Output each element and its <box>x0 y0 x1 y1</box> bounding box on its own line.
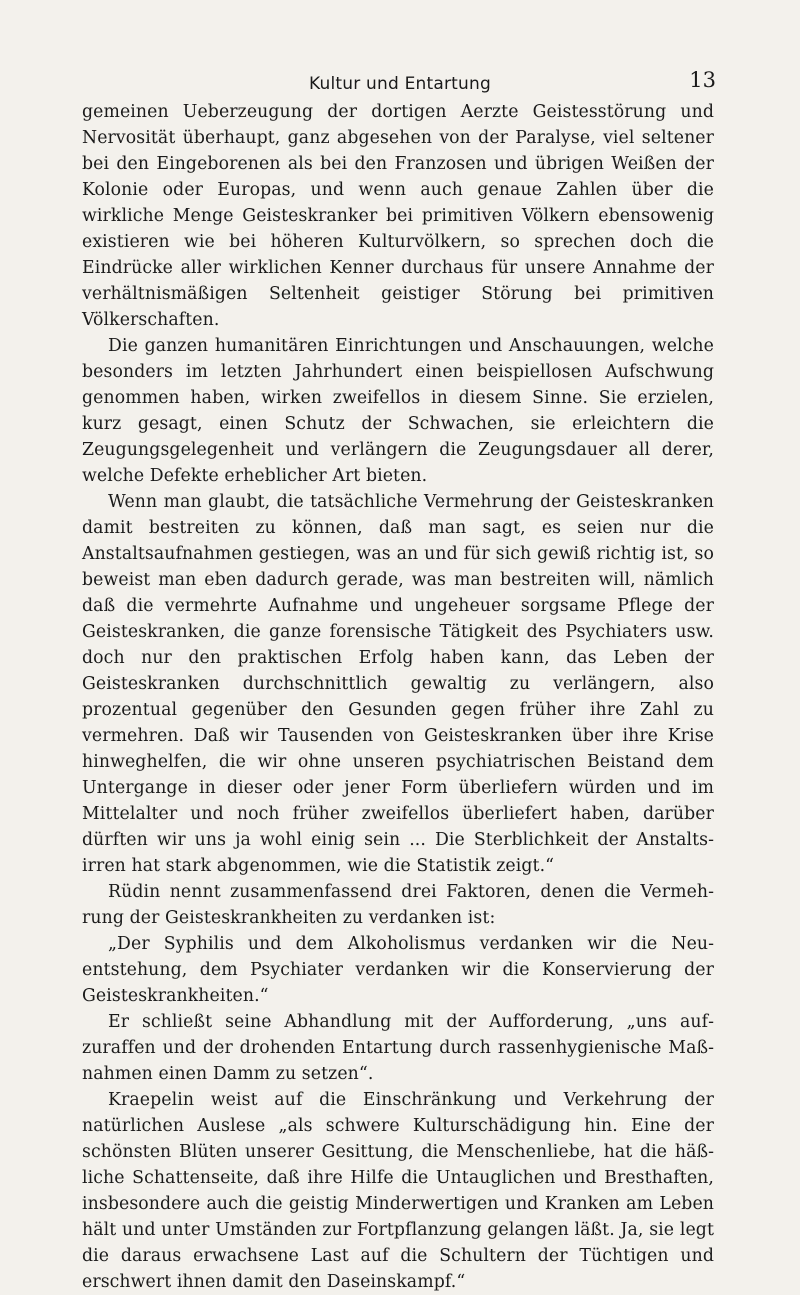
body-text <box>82 99 714 1295</box>
paragraph: Wenn man glaubt, die tatsächliche Vermehrung der Geisteskranken damit bestreiten zu können, daß man sagt, es seien nur die Anstaltsaufnahmen gestiegen, was an und für sich gewiß richtig ist, so beweist man eben dadurch gerade, was man bestreiten will, nämlich daß die vermehrte Aufnahme und ungeheuer sorgsame Pflege der Geisteskranken, die ganze forensische Tätigkeit des Psychiaters usw. doch nur den praktischen Erfolg haben kann, das Leben der Geisteskranken durchschnittlich gewaltig zu verlängern, also prozentual gegenüber den Gesunden gegen früher ihre Zahl zu vermehren. Daß wir Tausenden von Geisteskranken über ihre Krise hinweghelfen, die wir ohne unseren psychiatrischen Beistand dem Untergange in dieser oder jener Form überliefern würden und im Mittelalter und noch früher zweifellos überliefert haben, darüber dürften wir uns ja wohl einig sein ... Die Sterblichkeit der Anstaltsirren hat stark abgenommen, wie die Statistik zeigt.“ <box>82 492 714 876</box>
paragraph: Er schließt seine Abhandlung mit der Aufforderung, „uns aufzuraffen und der drohenden Entartung durch rassenhygienische Maßnahmen einen Damm zu setzen“. <box>82 1012 714 1084</box>
paragraph: Rüdin nennt zusammenfassend drei Faktoren, denen die Vermehrung der Geisteskrankheiten zu verdanken ist: <box>82 882 714 928</box>
page-number: 13 <box>689 68 716 92</box>
paragraph: Die ganzen humanitären Einrichtungen und Anschauungen, welche besonders im letzten Jahrhundert einen beispiellosen Aufschwung genommen haben, wirken zweifellos in diesem Sinne. Sie erzielen, kurz gesagt, einen Schutz der Schwachen, sie erleichtern die Zeugungsgelegenheit und verlängern die Zeugungsdauer all derer, welche Defekte erheblicher Art bieten. <box>82 336 714 486</box>
running-head <box>82 68 718 98</box>
quote-paragraph: „Der Syphilis und dem Alkoholismus verdanken wir die Neuentstehung, dem Psychiater verdanken wir die Konservierung der Geisteskrankheiten.“ <box>82 934 714 1006</box>
paragraph-continued: gemeinen Ueberzeugung der dortigen Aerzte Geistesstörung und Nervosität überhaupt, ganz abgesehen von der Paralyse, viel seltener bei den Eingeborenen als bei den Franzosen und übrigen Weißen der Kolonie oder Europas, und wenn auch genaue Zahlen über die wirkliche Menge Geisteskranker bei primitiven Völkern ebensowenig existieren wie bei höheren Kulturvölkern, so sprechen doch die Eindrücke aller wirklichen Kenner durchaus für unsere Annahme der verhältnismäßigen Seltenheit geistiger Störung bei primitiven Völkerschaften. <box>82 102 714 330</box>
paragraph: Kraepelin weist auf die Einschränkung und Verkehrung der natürlichen Auslese „als schwere Kulturschädigung hin. Eine der schönsten Blüten unserer Gesittung, die Menschenliebe, hat die häßliche Schattenseite, daß ihre Hilfe die Untauglichen und Bresthaften, insbesondere auch die geistig Minderwertigen und Kranken am Leben hält und unter Umständen zur Fortpflanzung gelangen läßt. Ja, sie legt die daraus erwachsene Last auf die Schultern der Tüchtigen und erschwert ihnen damit den Daseinskampf.“ <box>82 1090 714 1292</box>
running-title: Kultur und Entartung <box>309 74 491 94</box>
